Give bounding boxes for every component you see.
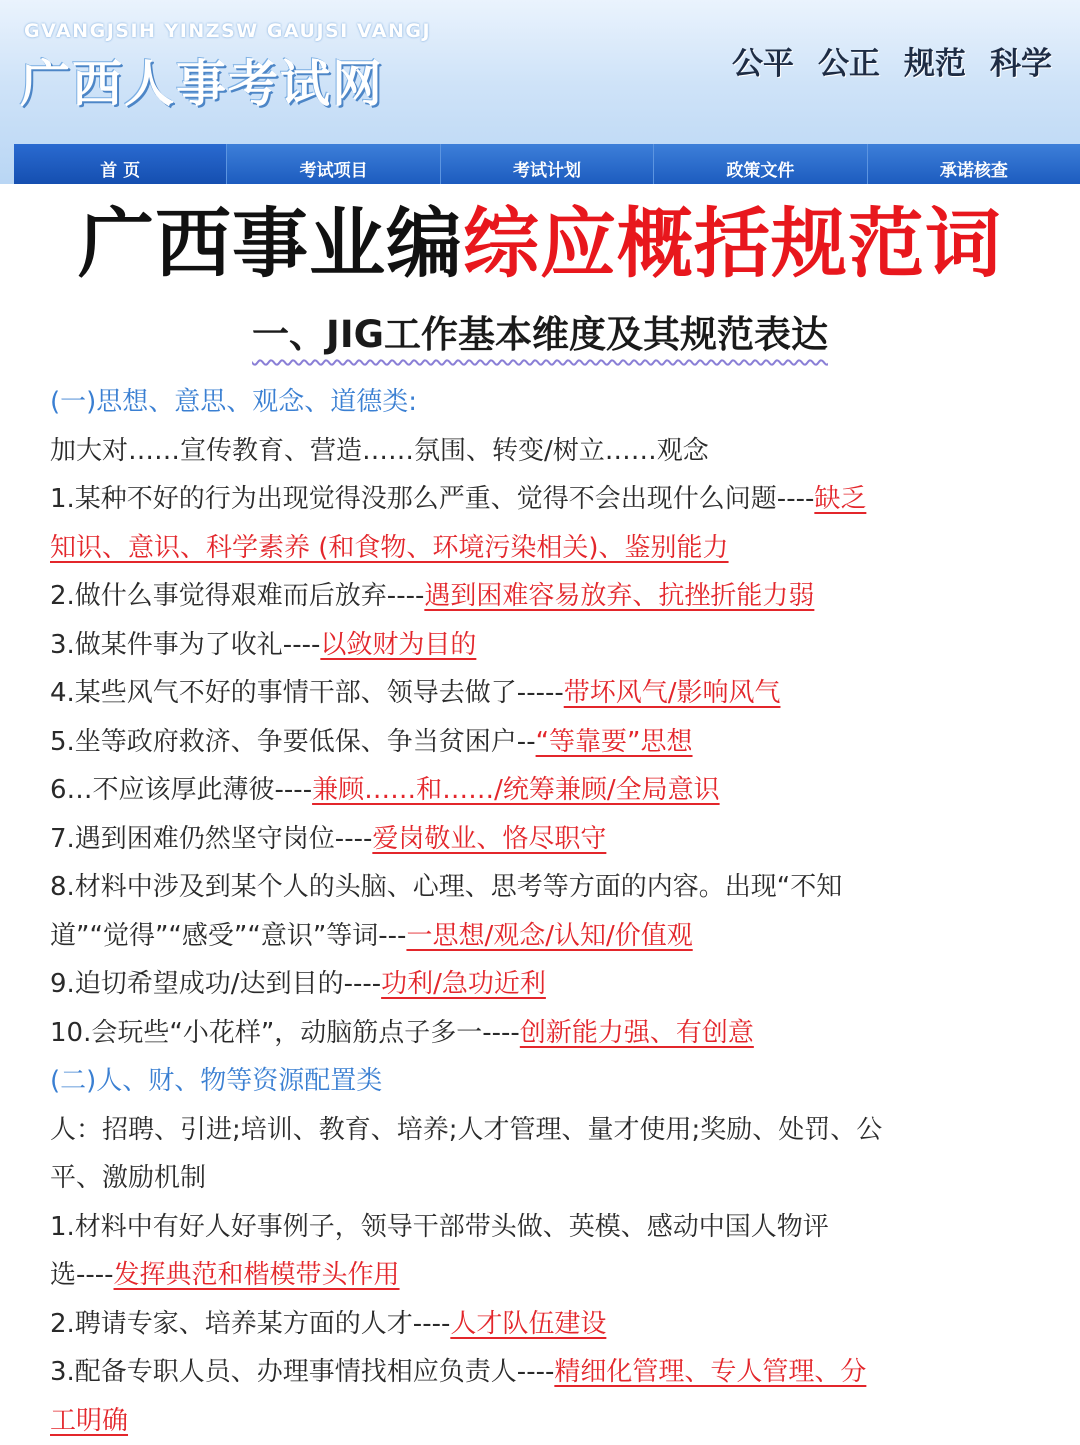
item-answer: 知识、意识、科学素养 (和食物、环境污染相关)、鉴别能力 <box>50 533 729 563</box>
page-title <box>0 194 1080 294</box>
list-item <box>50 1203 1030 1252</box>
list-item <box>50 718 1030 767</box>
item-answer: 一思想/观念/认知/价值观 <box>406 921 692 951</box>
list-item <box>50 1300 1030 1349</box>
item-answer: 遇到困难容易放弃、抗挫折能力弱 <box>424 581 814 611</box>
item-text: 7.遇到困难仍然坚守岗位---- <box>50 824 372 854</box>
list-item <box>50 863 1030 912</box>
item-text: 6…不应该厚此薄彼---- <box>50 775 312 805</box>
item-answer: 以敛财为目的 <box>320 630 476 660</box>
item-answer: 缺乏 <box>814 484 866 514</box>
item-answer: 创新能力强、有创意 <box>520 1018 754 1048</box>
page-title-highlight: 综应概括规范词 <box>463 199 1002 288</box>
item-answer: 兼顾……和……/统筹兼顾/全局意识 <box>312 775 720 805</box>
item-text: 8.材料中涉及到某个人的头脑、心理、思考等方面的内容。出现“不知 <box>50 872 842 902</box>
item-text: 2.做什么事觉得艰难而后放弃---- <box>50 581 424 611</box>
slogan-word: 规范 <box>904 38 966 83</box>
list-item <box>50 766 1030 815</box>
list-item-continued <box>50 1397 1030 1445</box>
intro-line-continued: 平、激励机制 <box>50 1154 1030 1203</box>
slogan-word: 科学 <box>990 38 1052 83</box>
list-item-continued <box>50 912 1030 961</box>
item-answer: 工明确 <box>50 1406 128 1436</box>
main-nav <box>14 144 1080 184</box>
site-slogan <box>732 38 1052 83</box>
list-item <box>50 572 1030 621</box>
page-title-part: 广西事业编 <box>78 199 463 288</box>
item-text: 1.材料中有好人好事例子，领导干部带头做、英模、感动中国人物评 <box>50 1212 829 1242</box>
intro-line: 加大对……宣传教育、营造……氛围、转变/树立……观念 <box>50 427 1030 476</box>
list-item <box>50 621 1030 670</box>
list-item <box>50 1348 1030 1397</box>
category-heading: (一)思想、意思、观念、道德类: <box>50 378 1030 427</box>
list-item <box>50 1009 1030 1058</box>
section-title <box>0 304 1080 358</box>
site-logo[interactable]: 广西人事考试网 <box>20 44 384 116</box>
item-answer: 带坏风气/影响风气 <box>564 678 781 708</box>
item-text: 道”“觉得”“感受”“意识”等词--- <box>50 921 406 951</box>
nav-commitment-check[interactable]: 承诺核查 <box>868 144 1080 184</box>
item-text: 5.坐等政府救济、争要低保、争当贫困户-- <box>50 727 536 757</box>
list-item-continued <box>50 524 1030 573</box>
slogan-word: 公平 <box>732 38 794 83</box>
item-text: 9.迫切希望成功/达到目的---- <box>50 969 381 999</box>
site-name-english: GVANGJSIH YINZSW GAUJSI VANGJ <box>24 20 431 42</box>
list-item <box>50 669 1030 718</box>
item-text: 3.做某件事为了收礼---- <box>50 630 320 660</box>
item-text: 1.某种不好的行为出现觉得没那么严重、觉得不会出现什么问题---- <box>50 484 814 514</box>
list-item-continued <box>50 1251 1030 1300</box>
list-item <box>50 475 1030 524</box>
item-answer: 功利/急功近利 <box>381 969 546 999</box>
section-title-text: 一、JIG工作基本维度及其规范表达 <box>252 313 828 362</box>
item-text: 4.某些风气不好的事情干部、领导去做了----- <box>50 678 564 708</box>
slogan-word: 公正 <box>818 38 880 83</box>
nav-policy-docs[interactable]: 政策文件 <box>654 144 867 184</box>
item-text: 3.配备专职人员、办理事情找相应负责人---- <box>50 1357 554 1387</box>
category-heading: (二)人、财、物等资源配置类 <box>50 1057 1030 1106</box>
item-answer: 发挥典范和楷模带头作用 <box>114 1260 400 1290</box>
site-header <box>0 0 1080 184</box>
item-answer: 爱岗敬业、恪尽职守 <box>372 824 606 854</box>
item-text: 10.会玩些“小花样”，动脑筋点子多一---- <box>50 1018 520 1048</box>
item-text: 选---- <box>50 1260 114 1290</box>
item-answer: “等靠要”思想 <box>536 727 693 757</box>
list-item <box>50 960 1030 1009</box>
article-body <box>0 378 1080 1445</box>
nav-exam-items[interactable]: 考试项目 <box>227 144 440 184</box>
nav-home[interactable]: 首 页 <box>14 144 227 184</box>
item-text: 2.聘请专家、培养某方面的人才---- <box>50 1309 450 1339</box>
item-answer: 精细化管理、专人管理、分 <box>554 1357 866 1387</box>
nav-exam-plan[interactable]: 考试计划 <box>441 144 654 184</box>
item-answer: 人才队伍建设 <box>450 1309 606 1339</box>
list-item <box>50 815 1030 864</box>
intro-line: 人：招聘、引进;培训、教育、培养;人才管理、量才使用;奖励、处罚、公 <box>50 1106 1030 1155</box>
